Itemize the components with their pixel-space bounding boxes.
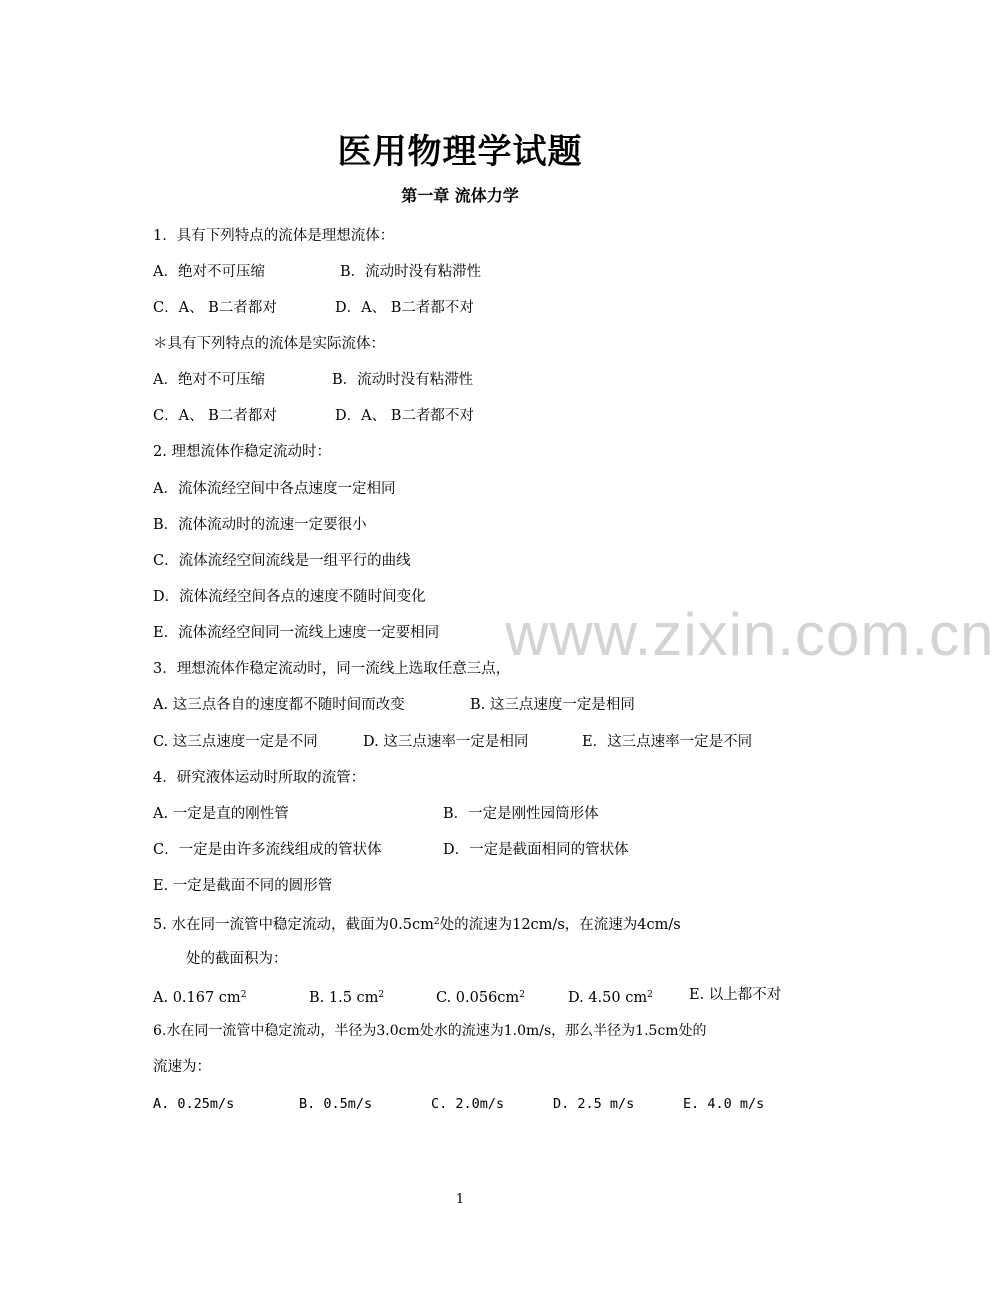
q1-option-d: D．A、 B二者都不对	[335, 300, 474, 316]
watermark: www.zixin.com.cn	[505, 601, 994, 668]
q4-stem: 4．研究液体运动时所取的流管：	[153, 770, 366, 786]
q2-stem: 2. 理想流体作稳定流动时：	[153, 444, 331, 460]
q2-option-e: E．流体流经空间同一流线上速度一定要相同	[153, 625, 440, 641]
q1-option-a: A．绝对不可压缩	[153, 264, 265, 280]
q2-option-d: D．流体流经空间各点的速度不随时间变化	[153, 589, 426, 605]
q1-stem: 1．具有下列特点的流体是理想流体：	[153, 228, 395, 244]
chapter-heading: 第一章 流体力学	[401, 186, 519, 205]
q5-stem-part1: 5. 水在同一流管中稳定流动，截面为0.5cm	[153, 917, 434, 933]
q5-option-c	[436, 985, 525, 1008]
q4-option-e: E. 一定是截面不同的圆形管	[153, 878, 333, 894]
q5-option-b-text: B. 1.5 cm	[309, 990, 379, 1006]
q3-option-a: A. 这三点各自的速度都不随时间而改变	[153, 697, 405, 713]
q6-option-e: E. 4.0 m/s	[683, 1096, 765, 1112]
page-number: 1	[455, 1192, 465, 1207]
q1b-option-b: B．流动时没有粘滞性	[332, 372, 474, 388]
q5-option-d-text: D. 4.50 cm	[568, 990, 648, 1006]
q3-stem: 3．理想流体作稳定流动时，同一流线上选取任意三点，	[153, 661, 511, 677]
q5-option-d-superscript: 2	[647, 990, 653, 1000]
q5-option-c-superscript: 2	[519, 990, 525, 1000]
q5-option-a-text: A. 0.167 cm	[153, 990, 241, 1006]
q6-stem-line2: 流速为：	[153, 1059, 211, 1075]
q5-option-e: E. 以上都不对	[689, 987, 782, 1003]
q1b-option-c: C．A、 B二者都对	[153, 408, 277, 424]
q6-option-d: D. 2.5 m/s	[553, 1096, 635, 1112]
q2-option-b: B．流体流动时的流速一定要很小	[153, 517, 367, 533]
q5-option-b	[309, 985, 384, 1008]
q6-option-c: C. 2.0m/s	[431, 1096, 505, 1112]
q1b-option-a: A．绝对不可压缩	[153, 372, 265, 388]
q5-option-a	[153, 985, 246, 1008]
q4-option-b: B．一定是刚性园筒形体	[443, 806, 599, 822]
q1b-stem: ＊具有下列特点的流体是实际流体：	[153, 336, 385, 352]
q6-option-a: A. 0.25m/s	[153, 1096, 235, 1112]
q5-option-c-text: C. 0.056cm	[436, 990, 520, 1006]
q5-option-a-superscript: 2	[240, 990, 247, 1000]
q6-option-b: B. 0.5m/s	[299, 1096, 373, 1112]
q5-stem-part2: 处的流速为12cm/s，在流速为4cm/s	[439, 917, 681, 933]
q1-option-c: C．A、 B二者都对	[153, 300, 277, 316]
q4-option-c: C．一定是由许多流线组成的管状体	[153, 842, 382, 858]
q1b-option-d: D．A、 B二者都不对	[335, 408, 474, 424]
q4-option-a: A. 一定是直的刚性管	[153, 806, 289, 822]
q5-stem	[153, 912, 681, 935]
q1-option-b: B．流动时没有粘滞性	[340, 264, 482, 280]
q4-option-d: D．一定是截面相同的管状体	[443, 842, 629, 858]
q2-option-c: C．流体流经空间流线是一组平行的曲线	[153, 553, 411, 569]
q5-option-b-superscript: 2	[378, 990, 385, 1000]
q6-stem-line1: 6.水在同一流管中稳定流动，半径为3.0cm处水的流速为1.0m/s，那么半径为1.5cm处的	[153, 1023, 707, 1039]
q3-option-d: D. 这三点速率一定是相同	[363, 734, 529, 750]
q5-stem-superscript: 2	[433, 917, 440, 927]
q5-stem-line2: 处的截面积为：	[186, 951, 288, 967]
q3-option-c: C. 这三点速度一定是不同	[153, 734, 318, 750]
q2-option-a: A．流体流经空间中各点速度一定相同	[153, 481, 396, 497]
q3-option-b: B. 这三点速度一定是相同	[470, 697, 635, 713]
q3-option-e: E．这三点速率一定是不同	[582, 734, 753, 750]
q5-option-d	[568, 985, 653, 1008]
page-title: 医用物理学试题	[337, 132, 583, 172]
